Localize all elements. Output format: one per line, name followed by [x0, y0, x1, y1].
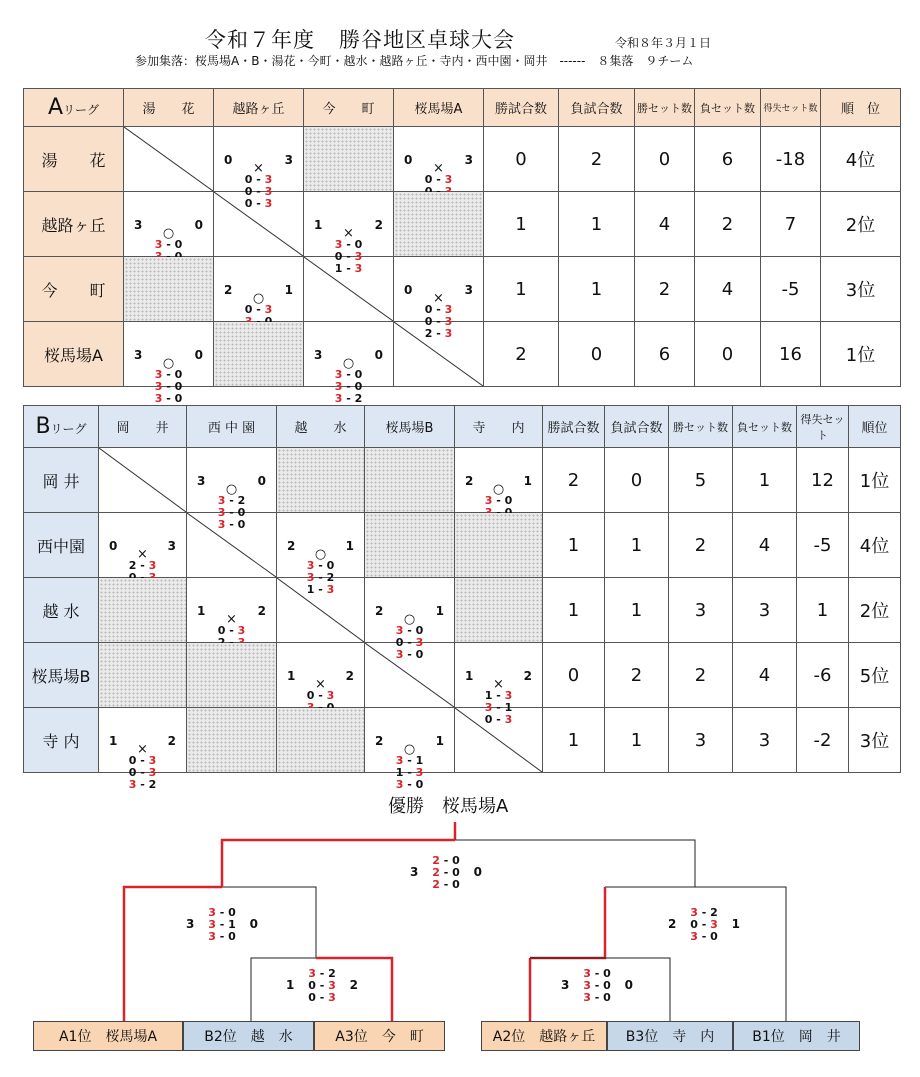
result-mark: ○ [314, 547, 327, 562]
bracket-team [33, 1021, 183, 1051]
match-score-right: 1 [435, 604, 444, 618]
set-score: 3 - 1 [484, 701, 513, 714]
league-suffix: リーグ [63, 103, 100, 117]
stat-cell: 5 [669, 448, 733, 513]
result-mark: ○ [403, 742, 416, 757]
stat-cell: 7 [761, 192, 821, 257]
set-score: 1 - 3 [306, 583, 335, 596]
bracket-set-score: 3 - 2 [308, 967, 336, 980]
set-score: 3 - 0 [154, 392, 183, 405]
set-score: 3 - 2 [306, 571, 335, 584]
set-score: 3 - 0 [395, 624, 424, 637]
match-score-left: 0 [404, 153, 413, 167]
stat-cell: 1 [484, 192, 559, 257]
stat-cell: 3 [669, 578, 733, 643]
stat-cell: 0 [559, 322, 635, 387]
result-mark: × [137, 547, 148, 562]
stat-cell: 3位 [821, 257, 901, 322]
column-header: 得失セット数 [761, 89, 821, 127]
bracket-team [314, 1021, 445, 1051]
stat-cell: 2位 [821, 192, 901, 257]
semifinal-left-score [182, 905, 262, 945]
column-header: 勝セット数 [669, 406, 733, 448]
stat-cell: 3 [669, 708, 733, 773]
bracket-set-score: 3 - 2 [690, 906, 718, 919]
stat-cell: 1 [543, 708, 605, 773]
column-header: 勝試合数 [484, 89, 559, 127]
match-score-right: 1 [345, 539, 354, 553]
set-score: 2 - 3 [424, 327, 453, 340]
result-mark: × [253, 161, 264, 176]
stat-cell: 1 [605, 708, 669, 773]
stat-cell: 4 [733, 643, 797, 708]
stat-cell: 4位 [849, 513, 901, 578]
stat-cell: -18 [761, 127, 821, 192]
match-score-left: 0 [224, 153, 233, 167]
row-team-name: 岡 井 [24, 448, 99, 513]
bracket-team [733, 1021, 860, 1051]
bracket-set-score: 3 - 0 [583, 991, 611, 1004]
set-score: 3 - 0 [334, 368, 363, 381]
set-score: 0 - 3 [334, 250, 363, 263]
column-header: 負セット数 [695, 89, 761, 127]
stat-cell: 1 [559, 192, 635, 257]
stat-cell: 4 [635, 192, 695, 257]
column-header: 越 水 [277, 406, 365, 448]
stat-cell: 5位 [849, 643, 901, 708]
stat-cell: 2 [669, 643, 733, 708]
team-name: 越 水 [236, 1029, 293, 1045]
result-mark: ○ [162, 226, 175, 241]
bracket-set-score: 3 - 0 [583, 979, 611, 992]
row-team-name: 越路ヶ丘 [24, 192, 124, 257]
team-name: 桜馬場A [91, 1029, 158, 1045]
team-seed: A1位 [58, 1029, 92, 1045]
stat-cell: 2 [635, 257, 695, 322]
bracket-score-left: 3 [186, 917, 195, 931]
set-score: 3 - 0 [217, 506, 246, 519]
match-score-right: 2 [374, 218, 383, 232]
column-header: 西 中 園 [187, 406, 277, 448]
match-score-right: 3 [464, 283, 473, 297]
stat-cell: 12 [797, 448, 849, 513]
result-mark: × [433, 161, 444, 176]
bracket-score-right: 0 [249, 917, 258, 931]
round1-left-score [282, 966, 362, 1006]
set-score: 1 - 3 [334, 262, 363, 275]
match-score-left: 2 [287, 539, 296, 553]
set-score: 3 - 0 [334, 238, 363, 251]
column-header: 桜馬場B [365, 406, 455, 448]
match-score-right: 1 [284, 283, 293, 297]
stat-cell: 2 [559, 127, 635, 192]
match-score-left: 3 [314, 348, 323, 362]
set-score: 3 - 2 [334, 392, 363, 405]
set-score: 0 - 3 [306, 689, 335, 702]
stat-cell: 2 [484, 322, 559, 387]
row-team-name: 寺 内 [24, 708, 99, 773]
stat-cell: 1位 [821, 322, 901, 387]
stat-cell: 4位 [821, 127, 901, 192]
stat-cell: 1 [733, 448, 797, 513]
match-score-left: 1 [465, 669, 474, 683]
set-score: 3 - 2 [128, 778, 157, 791]
set-score: 3 - 0 [154, 368, 183, 381]
stat-cell: 0 [543, 643, 605, 708]
bracket-line [455, 840, 695, 887]
column-header: 負試合数 [605, 406, 669, 448]
result-mark: × [315, 677, 326, 692]
team-seed: B2位 [204, 1029, 237, 1045]
bracket-score-left: 3 [561, 978, 570, 992]
result-mark: ○ [162, 356, 175, 371]
title-year: 令和７年度 [205, 28, 315, 52]
set-score: 0 - 3 [244, 197, 273, 210]
result-mark: ○ [403, 612, 416, 627]
stat-cell: 1位 [849, 448, 901, 513]
bracket-team [481, 1021, 607, 1051]
bracket-set-scores [573, 968, 621, 1004]
stat-cell: -6 [797, 643, 849, 708]
set-score: 1 - 3 [484, 689, 513, 702]
final-score [406, 853, 486, 893]
set-score: 0 - 3 [244, 185, 273, 198]
stat-cell: 3位 [849, 708, 901, 773]
match-score-right: 2 [523, 669, 532, 683]
column-header: 今 町 [304, 89, 394, 127]
bracket-score-left: 3 [410, 865, 419, 879]
champion-label: 優勝 [388, 796, 424, 817]
set-score: 3 - 0 [217, 518, 246, 531]
set-score: 0 - 3 [128, 754, 157, 767]
column-header: 順 位 [821, 89, 901, 127]
match-score-left: 0 [109, 539, 118, 553]
result-mark: × [493, 677, 504, 692]
bracket-set-score: 0 - 3 [308, 991, 336, 1004]
result-mark: ○ [342, 356, 355, 371]
set-score: 0 - 3 [484, 713, 513, 726]
bracket-score-left: 2 [668, 917, 677, 931]
set-score: 0 - 3 [424, 303, 453, 316]
stat-cell: 0 [695, 322, 761, 387]
match-score-right: 3 [464, 153, 473, 167]
match-score-right: 0 [194, 348, 203, 362]
match-score-right: 0 [374, 348, 383, 362]
row-team-name: 桜馬場B [24, 643, 99, 708]
bracket-set-score: 3 - 0 [690, 930, 718, 943]
stat-cell: 4 [733, 513, 797, 578]
column-header: 湯 花 [124, 89, 214, 127]
bracket-set-score: 3 - 0 [583, 967, 611, 980]
stat-cell: 2 [669, 513, 733, 578]
column-header: 勝セット数 [635, 89, 695, 127]
match-score-left: 1 [109, 734, 118, 748]
match-score-right: 1 [523, 474, 532, 488]
bracket-team [607, 1021, 733, 1051]
team-seed: A3位 [335, 1029, 368, 1045]
match-score-left: 2 [224, 283, 233, 297]
match-score-right: 2 [167, 734, 176, 748]
stat-cell: 1 [543, 578, 605, 643]
stat-cell: 6 [695, 127, 761, 192]
team-name: 寺 内 [658, 1029, 715, 1045]
stat-cell: 3 [733, 578, 797, 643]
result-mark: ○ [492, 482, 505, 497]
column-header: 寺 内 [455, 406, 543, 448]
match-score-left: 1 [314, 218, 323, 232]
set-score: 3 - 0 [334, 380, 363, 393]
row-team-name: 桜馬場A [24, 322, 124, 387]
match-score-right: 0 [194, 218, 203, 232]
bracket-score-right: 0 [624, 978, 633, 992]
column-header: 負セット数 [733, 406, 797, 448]
stat-cell: 1 [484, 257, 559, 322]
bracket-line-win [530, 887, 605, 958]
stat-cell: 3 [733, 708, 797, 773]
set-score: 0 - 3 [244, 303, 273, 316]
bracket-set-score: 0 - 3 [308, 979, 336, 992]
match-score-left: 3 [134, 348, 143, 362]
match-score-left: 1 [287, 669, 296, 683]
row-team-name: 越 水 [24, 578, 99, 643]
match-score-left: 2 [465, 474, 474, 488]
set-score: 3 - 0 [154, 238, 183, 251]
team-seed: B1位 [752, 1029, 785, 1045]
set-score: 0 - 3 [217, 624, 246, 637]
team-seed: A2位 [492, 1029, 526, 1045]
stat-cell: 1 [605, 578, 669, 643]
bracket-set-score: 2 - 0 [432, 866, 460, 879]
match-score-left: 2 [375, 734, 384, 748]
match-score-left: 3 [197, 474, 206, 488]
result-mark: ○ [252, 291, 265, 306]
team-name: 越路ヶ丘 [525, 1029, 596, 1045]
column-header: 得失セット [797, 406, 849, 448]
stat-cell: -2 [797, 708, 849, 773]
bracket-score-right: 2 [349, 978, 358, 992]
stat-cell: 16 [761, 322, 821, 387]
set-score: 3 - 0 [306, 559, 335, 572]
row-team-name: 西中園 [24, 513, 99, 578]
league-suffix: リーグ [50, 422, 87, 436]
column-header: 順位 [849, 406, 901, 448]
title-event: 勝谷地区卓球大会 [339, 28, 515, 52]
stat-cell: -5 [797, 513, 849, 578]
round1-right-score [557, 966, 637, 1006]
semifinal-right-score [664, 905, 744, 945]
match-score-right: 2 [345, 669, 354, 683]
bracket-set-scores [198, 907, 246, 943]
match-score-right: 3 [167, 539, 176, 553]
set-score: 0 - 3 [244, 173, 273, 186]
match-score-left: 2 [375, 604, 384, 618]
column-header: 越路ヶ丘 [214, 89, 304, 127]
match-score-right: 1 [435, 734, 444, 748]
bracket-set-score: 0 - 3 [690, 918, 718, 931]
league-letter: A [47, 95, 64, 120]
set-score: 3 - 0 [484, 494, 513, 507]
bracket-score-right: 1 [731, 917, 740, 931]
stat-cell: 2位 [849, 578, 901, 643]
team-name: 岡 井 [784, 1029, 841, 1045]
bracket-set-score: 2 - 0 [432, 878, 460, 891]
stat-cell: -5 [761, 257, 821, 322]
stat-cell: 1 [605, 513, 669, 578]
column-header: 岡 井 [99, 406, 187, 448]
stat-cell: 2 [695, 192, 761, 257]
set-score: 1 - 3 [395, 766, 424, 779]
column-header: 桜馬場A [394, 89, 484, 127]
team-name: 今 町 [367, 1029, 424, 1045]
result-mark: × [433, 291, 444, 306]
set-score: 3 - 0 [154, 380, 183, 393]
bracket-set-scores [680, 907, 728, 943]
column-header: 負試合数 [559, 89, 635, 127]
set-score: 0 - 3 [424, 173, 453, 186]
row-team-name: 湯 花 [24, 127, 124, 192]
result-mark: × [137, 742, 148, 757]
match-score-right: 2 [257, 604, 266, 618]
match-score-right: 0 [257, 474, 266, 488]
bracket-score-left: 1 [286, 978, 295, 992]
set-score: 3 - 0 [395, 648, 424, 661]
set-score: 2 - 3 [128, 559, 157, 572]
result-mark: × [343, 226, 354, 241]
set-score: 3 - 0 [395, 778, 424, 791]
stat-cell: 2 [605, 643, 669, 708]
result-mark: ○ [225, 482, 238, 497]
bracket-team [183, 1021, 314, 1051]
stat-cell: 2 [543, 448, 605, 513]
event-date: 令和８年３月１日 [615, 36, 712, 50]
match-score-right: 3 [284, 153, 293, 167]
bracket-set-score: 3 - 0 [208, 930, 236, 943]
bracket-set-score: 2 - 0 [432, 854, 460, 867]
result-mark: × [226, 612, 237, 627]
bracket-set-scores [298, 968, 346, 1004]
set-score: 3 - 1 [395, 754, 424, 767]
bracket-set-scores [422, 855, 470, 891]
stat-cell: 1 [559, 257, 635, 322]
row-team-name: 今 町 [24, 257, 124, 322]
team-seed: B3位 [625, 1029, 659, 1045]
set-score: 3 - 2 [217, 494, 246, 507]
stat-cell: 6 [635, 322, 695, 387]
column-header: 勝試合数 [543, 406, 605, 448]
match-score-left: 0 [404, 283, 413, 297]
stat-cell: 1 [797, 578, 849, 643]
match-score-left: 1 [197, 604, 206, 618]
stat-cell: 0 [484, 127, 559, 192]
bracket-set-score: 3 - 0 [208, 906, 236, 919]
champion-team: 桜馬場A [442, 796, 509, 817]
bracket-score-right: 0 [473, 865, 482, 879]
bracket-set-score: 3 - 1 [208, 918, 236, 931]
stat-cell: 0 [605, 448, 669, 513]
match-score-left: 3 [134, 218, 143, 232]
stat-cell: 4 [695, 257, 761, 322]
set-score: 0 - 3 [128, 766, 157, 779]
league-letter: B [35, 414, 51, 439]
stat-cell: 1 [543, 513, 605, 578]
set-score: 0 - 3 [395, 636, 424, 649]
stat-cell: 0 [635, 127, 695, 192]
participants-line: 参加集落：桜馬場A・B・湯花・今町・越水・越路ヶ丘・寺内・西中園・岡井 ------ ８集落 ９チーム [135, 54, 694, 68]
set-score: 0 - 3 [424, 315, 453, 328]
